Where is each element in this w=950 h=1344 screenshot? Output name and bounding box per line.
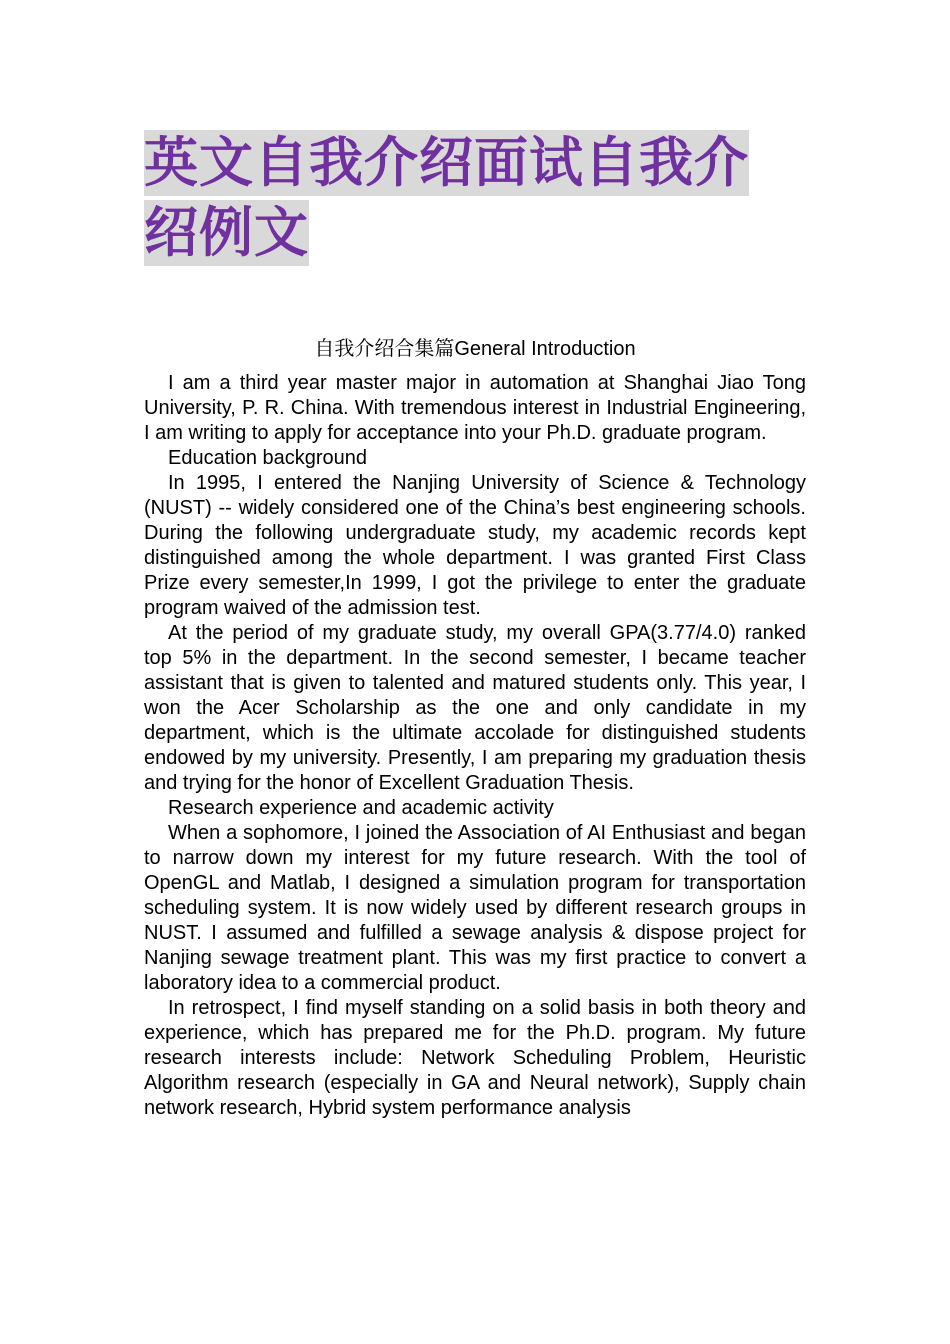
paragraph-research: When a sophomore, I joined the Association of AI Enthusiast and began to narrow down my interest for my future research. With the tool of OpenGL and Matlab, I designed a simulation program for transportation scheduling system. It is now widely used by different research groups in NUST. I assumed and fulfilled a sewage analysis & dispose project for Nanjing sewage treatment plant. This was my first practice to convert a laboratory idea to a commercial product. bbox=[144, 822, 806, 994]
subtitle-chinese: 自我介绍合集篇 bbox=[314, 336, 455, 360]
title-line-2: 绍例文 bbox=[144, 201, 309, 264]
heading-research: Research experience and academic activity bbox=[168, 797, 554, 819]
paragraph-graduate-study: At the period of my graduate study, my overall GPA(3.77/4.0) ranked top 5% in the department. In the second semester, I became teacher assistant that is given to talented and matured students only. This year, I won the Acer Scholarship as the one and only candidate in my department, which is the ultimate accolade for distinguished students endowed by my university. Presently, I am preparing my graduation thesis and trying for the honor of Excellent Graduation Thesis. bbox=[144, 622, 806, 794]
subtitle-english: General Introduction bbox=[454, 338, 636, 360]
document-body bbox=[144, 371, 806, 1121]
document-title bbox=[144, 130, 809, 270]
paragraph-intro: I am a third year master major in automation at Shanghai Jiao Tong University, P. R. China. With tremendous interest in Industrial Engineering, I am writing to apply for acceptance into your Ph.D. graduate program. bbox=[144, 372, 806, 444]
title-line-1: 英文自我介绍面试自我介 bbox=[144, 131, 749, 194]
heading-education: Education background bbox=[168, 447, 368, 469]
paragraph-retrospect: In retrospect, I find myself standing on a solid basis in both theory and experience, which has prepared me for the Ph.D. program. My future research interests include: Network Scheduling Problem, Heuristic Algorithm research (especially in GA and Neural network), Supply chain network research, Hybrid system performance analysis bbox=[144, 997, 806, 1119]
paragraph-education: In 1995, I entered the Nanjing University of Science & Technology (NUST) -- widely considered one of the China’s best engineering schools. During the following undergraduate study, my academic records kept distinguished among the whole department. I was granted First Class Prize every semester,In 1999, I got the privilege to enter the graduate program waived of the admission test. bbox=[144, 472, 806, 619]
document-subtitle bbox=[144, 334, 806, 363]
